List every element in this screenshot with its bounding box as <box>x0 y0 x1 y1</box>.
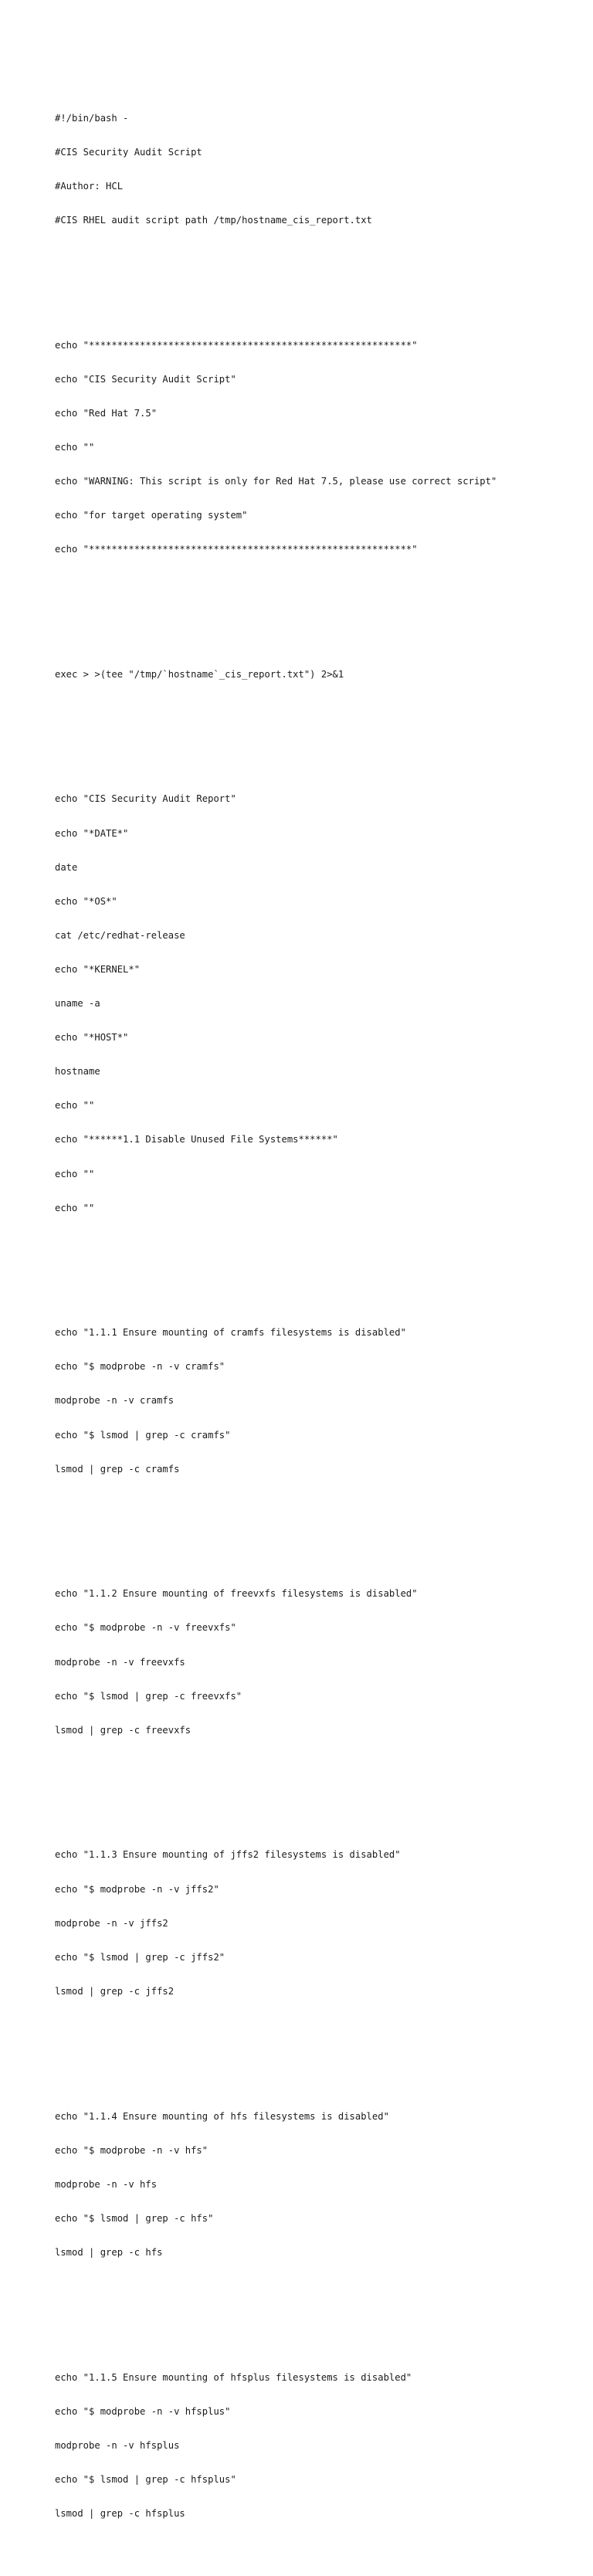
code-line: echo "*********************************************************" <box>55 339 418 351</box>
check-1-1-2-block <box>55 1566 496 1759</box>
code-line: echo "$ modprobe -n -v hfsplus" <box>55 2405 231 2417</box>
check-1-1-5-block <box>55 2349 496 2542</box>
code-line: date <box>55 861 78 873</box>
code-line: echo "" <box>55 1168 95 1179</box>
code-line: exec > >(tee "/tmp/`hostname`_cis_report.txt") 2>&1 <box>55 668 344 680</box>
code-line: echo "******1.1 Disable Unused File Systems******" <box>55 1134 338 1145</box>
check-1-1-3-block <box>55 1827 496 2020</box>
blank-line <box>55 271 496 283</box>
code-line: #Author: HCL <box>55 180 124 192</box>
code-line: echo "*KERNEL*" <box>55 963 141 975</box>
code-line: echo "Red Hat 7.5" <box>55 407 158 419</box>
code-line: echo "CIS Security Audit Report" <box>55 793 236 805</box>
code-line: echo "1.1.3 Ensure mounting of jffs2 filesystems is disabled" <box>55 1849 401 1861</box>
code-line: echo "1.1.1 Ensure mounting of cramfs filesystems is disabled" <box>55 1327 406 1339</box>
blank-line <box>55 725 496 737</box>
code-line: modprobe -n -v freevxfs <box>55 1656 185 1668</box>
code-line: echo "CIS Security Audit Script" <box>55 373 236 385</box>
code-line: echo "1.1.2 Ensure mounting of freevxfs filesystems is disabled" <box>55 1588 418 1600</box>
code-line: lsmod | grep -c hfs <box>55 2246 163 2258</box>
code-line: echo "$ lsmod | grep -c freevxfs" <box>55 1690 242 1702</box>
blank-line <box>55 1781 496 1793</box>
code-line: uname -a <box>55 998 100 1010</box>
script-text <box>55 56 496 2576</box>
code-line: cat /etc/redhat-release <box>55 929 185 941</box>
blank-line <box>55 1259 496 1271</box>
code-line: echo "$ modprobe -n -v cramfs" <box>55 1361 225 1373</box>
code-line: echo "*DATE*" <box>55 827 129 839</box>
code-line: echo "$ lsmod | grep -c hfs" <box>55 2212 214 2224</box>
report-header-block <box>55 771 496 1237</box>
code-line: #CIS RHEL audit script path /tmp/hostname_cis_report.txt <box>55 214 372 226</box>
code-line: modprobe -n -v hfsplus <box>55 2439 180 2451</box>
blank-line <box>55 2042 496 2054</box>
blank-line <box>55 601 496 613</box>
blank-line <box>55 2303 496 2315</box>
code-line: #CIS Security Audit Script <box>55 146 202 158</box>
check-1-1-1-block <box>55 1305 496 1498</box>
code-line: echo "$ lsmod | grep -c hfsplus" <box>55 2473 236 2485</box>
check-1-1-4-block <box>55 2088 496 2281</box>
code-line: #!/bin/bash - <box>55 112 129 124</box>
banner-block <box>55 317 496 578</box>
code-line: echo "" <box>55 1202 95 1213</box>
code-line: lsmod | grep -c jffs2 <box>55 1985 175 1997</box>
code-line: echo "WARNING: This script is only for Red Hat 7.5, please use correct script" <box>55 475 497 487</box>
code-line: echo "*********************************************************" <box>55 544 418 555</box>
code-line: echo "$ modprobe -n -v freevxfs" <box>55 1622 236 1634</box>
code-line: echo "for target operating system" <box>55 509 248 521</box>
code-line: modprobe -n -v hfs <box>55 2178 158 2190</box>
exec-block <box>55 646 496 703</box>
code-line: hostname <box>55 1066 100 1078</box>
code-line: echo "*HOST*" <box>55 1032 129 1044</box>
code-line: echo "" <box>55 441 95 453</box>
code-line: echo "1.1.4 Ensure mounting of hfs filesystems is disabled" <box>55 2110 389 2122</box>
code-line: lsmod | grep -c hfsplus <box>55 2507 185 2519</box>
code-line: echo "*OS*" <box>55 895 117 907</box>
code-line: echo "" <box>55 1100 95 1112</box>
code-line: echo "$ modprobe -n -v hfs" <box>55 2144 208 2156</box>
blank-line <box>55 1520 496 1532</box>
code-line: echo "$ modprobe -n -v jffs2" <box>55 1883 219 1895</box>
code-line: modprobe -n -v cramfs <box>55 1395 175 1407</box>
code-line: lsmod | grep -c freevxfs <box>55 1724 191 1736</box>
code-line: echo "$ lsmod | grep -c jffs2" <box>55 1951 225 1963</box>
code-line: echo "$ lsmod | grep -c cramfs" <box>55 1429 231 1441</box>
header-comments <box>55 90 496 249</box>
code-line: lsmod | grep -c cramfs <box>55 1463 180 1475</box>
code-line: echo "1.1.5 Ensure mounting of hfsplus filesystems is disabled" <box>55 2371 412 2383</box>
code-line: modprobe -n -v jffs2 <box>55 1917 168 1929</box>
